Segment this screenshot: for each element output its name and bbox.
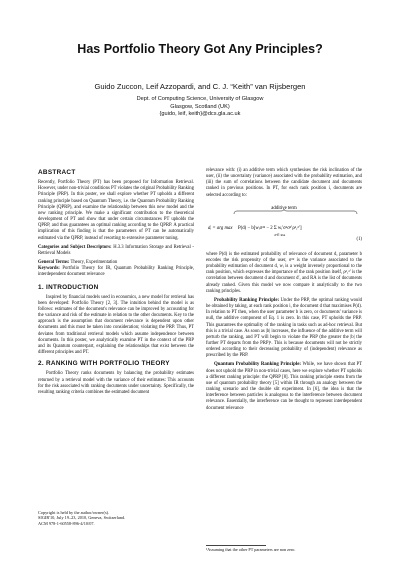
copyright-block (38, 510, 194, 526)
section1-text: Inspired by financial models used in economics, a new model for retrieval has been developed: Portfolio Theory [2, 3]. The intuition behind the model is as follows: estimates of the document's relevance can be improved by accounting for the variance and risk of the estimate in relation to the other documents. Key to the approach is the assumption that document relevance is dependent upon other documents and this must be taken into consideration; violating the PRP. Thus, PT deviates from traditional retrieval models which assume independence between documents. In this poster, we analytically examine PT in the context of the PRP and its Quantum counterpart, explaining the relationships that exist between the different principles and PT. (38, 294, 194, 356)
prp-label: Probability Ranking Principle: (214, 297, 280, 303)
equation-brace-label: additive term (271, 205, 297, 211)
terms-label: General Terms: (38, 260, 70, 266)
section2-text: Portfolio Theory ranks documents by balancing the probability estimates returned by a retrieval model with the variance of their estimates: This accounts for the risk associated with ranking documents under uncertainty. Specifically, the resulting ranking criteria combines the estimated document (38, 371, 194, 395)
equation-body: P(d) − b[wᵢσᵈ² − 2 Σ wᵢ′σᵈσᵈ′ρᵈ,ᵈ′] (238, 225, 302, 231)
abstract-heading: ABSTRACT (38, 169, 76, 176)
section1-heading: 1. INTRODUCTION (38, 283, 99, 291)
right-paragraph-2: where P(d) is the estimated probability of relevance of document d, parameter b encodes the risk propensity of the user, σᵈ² is the variance associated to the probability estimation of document d, wᵢ is a weight inversely proportional to the rank position, which expresses the importance of the rank position itself, ρᵈ,ᵈ′ is the correlation between document d and document d′, and RA is the list of documents already ranked. Given this model we now compare it analytically to the two ranking principles. (206, 251, 362, 294)
qprp-label: Quantum Probability Ranking Principle: (214, 362, 302, 368)
paper-authors: Guido Zuccon, Leif Azzopardi, and C. J. “Keith” van Rijsbergen (94, 82, 306, 91)
categories-line (38, 245, 194, 257)
prp-text: Under the PRP, the optimal ranking would be obtained by taking, at each rank position i, the document d that maximises P(d). In relation to PT then, when the user parameter b is zero, or documents' variance is null, the additive component of Eq. 1 is zero. In this case, PT upholds the PRP. This guarantees the optimality of the ranking in tasks such as ad-hoc retrieval. But this is a trivial case. As soon as |b| increases, the influence of the additive term will perturb the ranking, and PT will begin to violate the PRP (the greater the |b| the further PT departs from the PRP)¹. This is because documents will not be strictly ordered according to their decreasing probability of (independent) relevance as prescribed by the PRP. (206, 297, 362, 359)
footnote-rule (206, 545, 266, 546)
affiliation-city: Glasgow, Scotland (UK) (170, 103, 230, 110)
categories-label: Categories and Subject Descriptors: (38, 244, 112, 250)
keywords-label: Keywords: (38, 266, 60, 272)
terms-text: Theory, Experimentation (69, 260, 118, 266)
left-column (38, 168, 194, 399)
right-paragraph-1: relevance with: (i) an additive term which synthesises the risk inclination of the user, (ii) the uncertainty (variance) associated with the probability estimation, and (iii) the sum of correlations between the candidate document and documents ranked in previous positions. In PT, for each rank position i, documents are selected according to: (206, 168, 362, 198)
qprp-paragraph (206, 362, 362, 411)
copyright-line-3: ACM 978-1-60558-896-4/10/07. (38, 520, 95, 526)
equation-left: dᵢ = arg max (208, 225, 233, 231)
footnote: ¹Assuming that the other PT parameters are non zero. (206, 547, 296, 552)
paper-title: Has Portfolio Theory Got Any Principles? (77, 42, 323, 56)
qprp-text: While, we have shown that PT does not uphold the PRP in non-trivial cases, here we explore whether PT upholds a different ranking principle: the QPRP [8]. This ranking principle stems from the use of quantum probability theory [5] within IR through an analogy between the ranking scenario and the double slit experiment. In [6], the idea is that the interference between particles is analogous to the interference between document relevance. Essentially, the interference can be thought to represent interdependent document relevance (206, 362, 362, 411)
abstract-text: Recently, Portfolio Theory (PT) has been proposed for Information Retrieval. However, under non-trivial conditions PT violates the original Probability Ranking Principle (PRP). In this poster, we shall explore whether PT upholds a different ranking principle based on Quantum Theory, i.e. the Quantum Probability Ranking Principle (QPRP), and examine the relationship between this new model and the new ranking principle. We make a significant contribution to the theoretical development of PT and show that under certain circumstances PT upholds the QPRP, and thus guarantees an optimal ranking according to the QPRP. A practical implication of this finding is that the parameters of PT can be automatically estimated via the QPRP, instead of resorting to extensive parameter tuning. (38, 180, 194, 241)
equation-number: (1) (356, 236, 362, 242)
equation-1 (206, 202, 362, 249)
categories-text: H.3.3 Information Storage and Retrieval - Retrieval Models (38, 244, 194, 256)
prp-paragraph (206, 298, 362, 360)
equation-graphic (206, 202, 362, 249)
keywords-line (38, 266, 194, 278)
affiliation-email: {guido, leif, keith}@dcs.gla.ac.uk (159, 111, 241, 118)
keywords-text: Portfolio Theory for IR, Quantum Probability Ranking Principle, interdependent document relevance (38, 266, 194, 278)
affiliation-dept: Dept. of Computing Science, University of Glasgow (136, 96, 264, 102)
section2-heading: 2. RANKING WITH PORTFOLIO THEORY (38, 360, 170, 368)
copyright-line-1: Copyright is held by the author/owner(s). (38, 510, 110, 515)
equation-sum-index: d′∈ RA (274, 232, 286, 237)
right-column (206, 168, 362, 415)
copyright-line-2: SIGIR'10, July 19–23, 2010, Geneva, Switzerland. (38, 515, 126, 521)
